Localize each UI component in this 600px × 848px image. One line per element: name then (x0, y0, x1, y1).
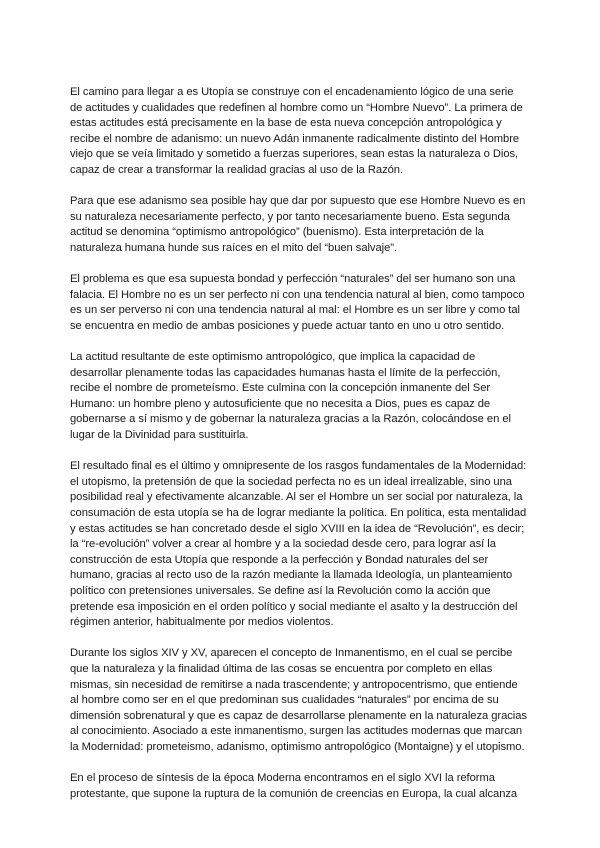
paragraph-7: En el proceso de síntesis de la época Moderna encontramos en el siglo XVI la reforma protestante, que supone la ruptura de la comunión de creencias en Europa, la cual alcanza (70, 772, 518, 800)
paragraph-6: Durante los siglos XIV y XV, aparecen el concepto de Inmanentismo, en el cual se percibe que la naturaleza y la finalidad última de las cosas se encuentra por completo en ellas mismas, sin necesidad de remitirse a nada trascendente; y antropocentrismo, que entiende al hombre como ser en el que predominan sus cualidades “naturales” por encima de su dimensión sobrenatural y que es capaz de desarrollarse plenamente en la naturaleza gracias al conocimiento. Asociado a este inmanentismo, surgen las actitudes modernas que marcan la Modernidad: prometeismo, adanismo, optimismo antropológico (Montaigne) y el utopismo. (70, 647, 527, 753)
body-text (70, 85, 528, 818)
paragraph-3: El problema es que esa supuesta bondad y perfección “naturales” del ser humano son una falacia. El Hombre no es un ser perfecto ni con una tendencia natural al bien, como tampoco es un ser perverso ni con una tendencia natural al mal: el Hombre es un ser libre y como tal se encuentra en medio de ambas posiciones y puede actuar tanto en uno u otro sentido. (70, 273, 525, 332)
paragraph-2: Para que ese adanismo sea posible hay que dar por supuesto que ese Hombre Nuevo es en su naturaleza necesariamente perfecto, y por tanto necesariamente bueno. Esta segunda actitud se denomina “optimismo antropológico” (buenismo). Esta interpretación de la naturaleza humana hunde sus raíces en el mito del “buen salvaje”. (70, 195, 526, 254)
paragraph-4: La actitud resultante de este optimismo antropológico, que implica la capacidad de desarrollar plenamente todas las capacidades humanas hasta el límite de la perfección, recibe el nombre de prometeísmo. Este culmina con la concepción inmanente del Ser Humano: un hombre pleno y autosuficiente que no necesita a Dios, pues es capaz de gobernarse a sí mismo y de gobernar la naturaleza gracias a la Razón, colocándose en el lugar de la Divinidad para sustituirla. (70, 351, 511, 442)
paragraph-5: El resultado final es el último y omnipresente de los rasgos fundamentales de la Modernidad: el utopismo, la pretensión de que la sociedad perfecta no es un ideal irrealizable, sino una posibilidad real y efectivamente alcanzable. Al ser el Hombre un ser social por naturaleza, la consumación de esta utopía se ha de lograr mediante la política. En política, esta mentalidad y estas actitudes se han concretado desde el siglo XVIII en la idea de “Revolución”, es decir; la “re-evolución” volver a crear al hombre y a la sociedad desde cero, para lograr así la construcción de esta Utopía que responde a la perfección y Bondad naturales del ser humano, gracias al recto uso de la razón mediante la llamada Ideología, un planteamiento político con pretensiones universales. Se define así la Revolución como la acción que pretende esa imposición en el orden político y social mediante el asalto y la destrucción del régimen anterior, habitualmente por medios violentos. (70, 460, 527, 629)
paragraph-1: El camino para llegar a es Utopía se construye con el encadenamiento lógico de una serie de actitudes y cualidades que redefinen al hombre como un “Hombre Nuevo”. La primera de estas actitudes está precisamente en la base de esta nueva concepción antropológica y recibe el nombre de adanismo: un nuevo Adán inmanente radicalmente distinto del Hombre viejo que se veía limitado y sometido a fuerzas superiores, sean estas la naturaleza o Dios, capaz de crear a transformar la realidad gracias al uso de la Razón. (70, 86, 523, 176)
